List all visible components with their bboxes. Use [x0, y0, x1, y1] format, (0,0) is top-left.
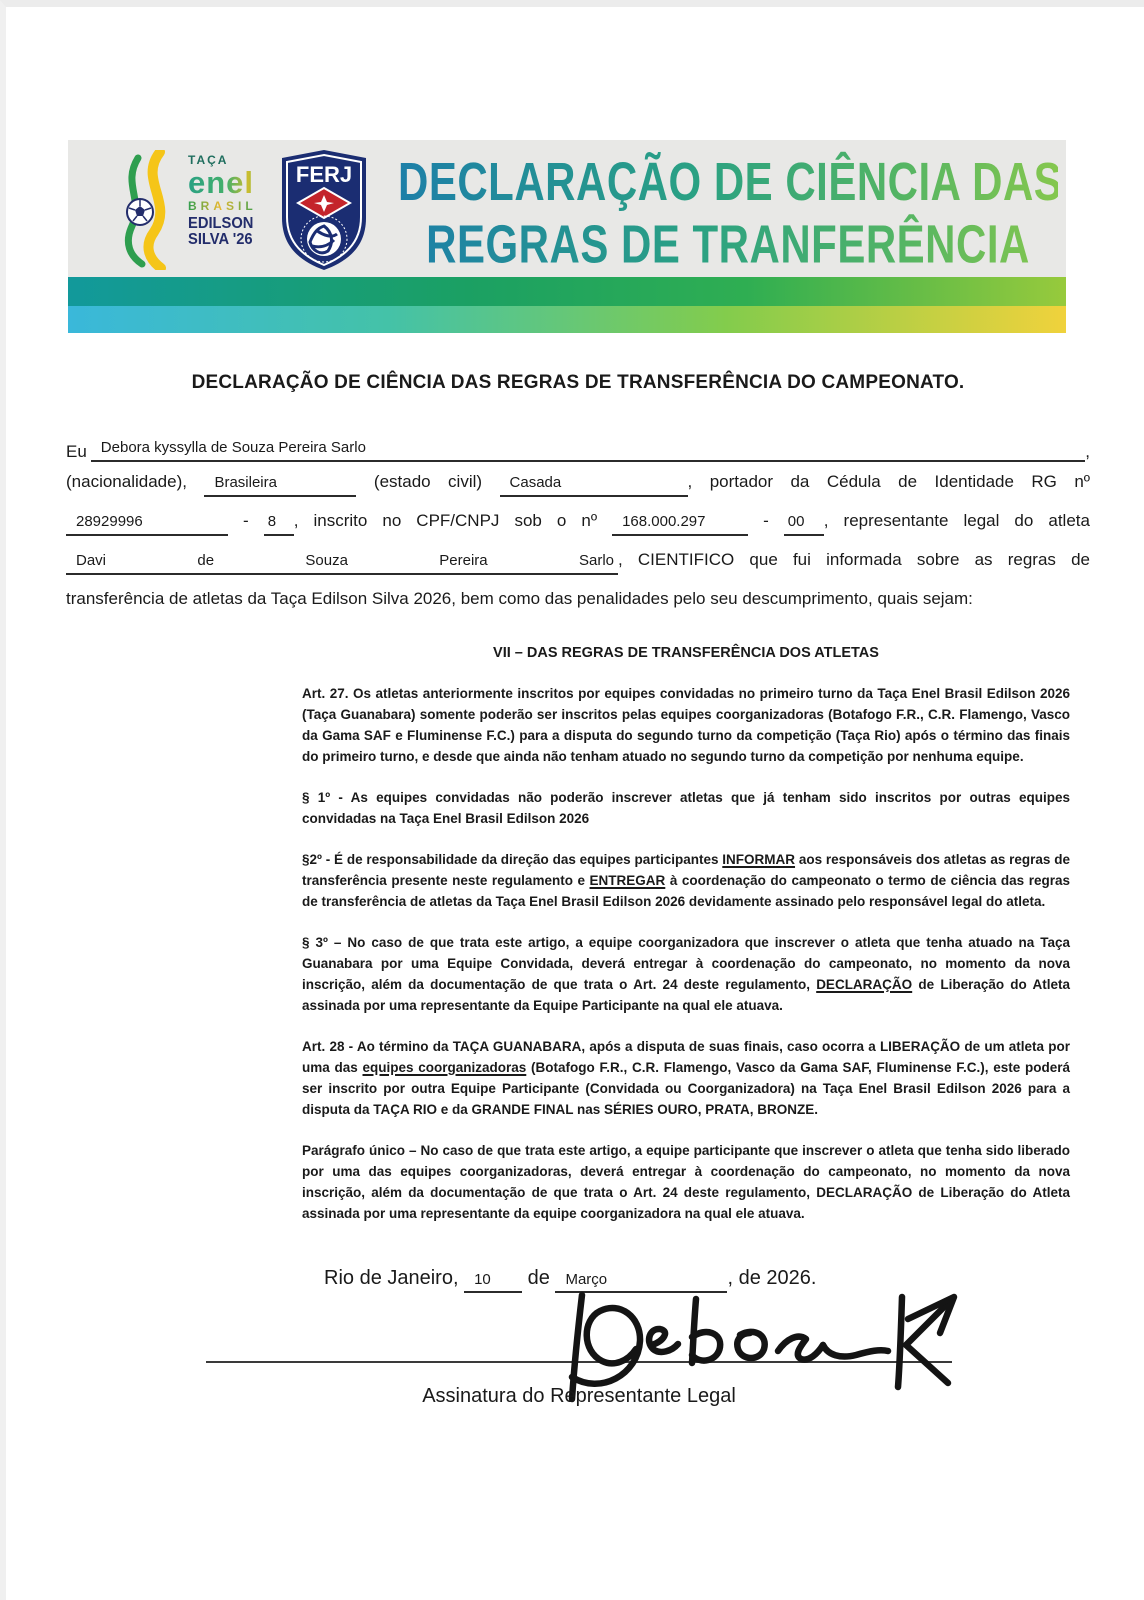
taca-word: TAÇA	[188, 153, 229, 167]
civil-status-label: (estado civil)	[373, 472, 483, 491]
article-paragraph: Parágrafo único – No caso de que trata este artigo, a equipe participante que inscrever o atleta que tenha sido liberado por uma das equipes coorganizadoras, deverá entregar à coordenação do campeonato, no momento da nova inscrição, além da documentação de que trata o Art. 24 deste regulamento, DECLARAÇÃO de Liberação do Atleta assinada por uma representante da equipe coorganizadora na qual ele atuava.	[302, 1143, 1070, 1221]
article-paragraph: §2º - É de responsabilidade da direção das equipes participantes INFORMAR aos responsáveis dos atletas as regras de transferência presente neste regulamento e ENTREGAR à coordenação do campeonato o termo de ciência das regras de transferência de atletas da Taça Enel Brasil Edilson 2026 devidamente assinado pelo responsável legal do atleta.	[302, 852, 1070, 909]
header-band	[68, 140, 1066, 277]
enel-brand-word: enel	[188, 167, 259, 198]
cpf-label: , inscrito no CPF/CNPJ sob o nº	[293, 511, 598, 530]
legal-rep-label: , representante legal do atleta	[823, 511, 1090, 530]
eu-label: Eu	[66, 442, 87, 461]
year-suffix: , de 2026.	[727, 1267, 817, 1289]
name-field: Debora kyssylla de Souza Pereira Sarlo	[91, 437, 1085, 462]
banner-title-line1: DECLARAÇÃO DE CIÊNCIA DAS	[398, 151, 1063, 212]
rg-label: , portador da Cédula de Identidade RG nº	[687, 472, 1091, 491]
articles	[302, 683, 1070, 1244]
article-paragraph: Art. 28 - Ao término da TAÇA GUANABARA, após a disputa de suas finais, caso ocorra a LIBERAÇÃO de um atleta por uma das equipes coorganizadoras (Botafogo F.R., C.R. Flamengo, Vasco da Gama SAF, Fluminense F.C.), este poderá ser inscrito por outra Equipe Participante (Convidada ou Coorganizadora) na Taça Enel Brasil Edilson 2026 para a disputa da TAÇA RIO e da GRANDE FINAL nas SÉRIES OURO, PRATA, BRONZE.	[302, 1039, 1070, 1117]
rg-digit-field: 8	[264, 511, 294, 536]
document-title: DECLARAÇÃO DE CIÊNCIA DAS REGRAS DE TRANSFERÊNCIA DO CAMPEONATO.	[191, 372, 965, 393]
civil-status-field: Casada	[500, 472, 688, 497]
cientifico-text: , CIENTIFICO que fui informada sobre as regras de	[618, 550, 1090, 569]
athlete-name-field: Davi de Souza Pereira Sarlo	[66, 550, 618, 575]
article-paragraph: § 1º - As equipes convidadas não poderão inscrever atletas que já tenham sido inscritos por outras equipes convidadas na Taça Enel Brasil Edilson 2026	[302, 790, 1070, 826]
section-title: VII – DAS REGRAS DE TRANSFERÊNCIA DOS ATLETAS	[493, 645, 879, 661]
rg-dash: -	[243, 511, 249, 530]
cpf-digit-field: 00	[784, 511, 824, 536]
nationality-field: Brasileira	[204, 472, 356, 497]
ferj-text: FERJ	[295, 162, 353, 187]
cpf-dash: -	[763, 511, 769, 530]
city-label: Rio de Janeiro,	[324, 1267, 459, 1289]
intro-line-rg-cpf	[66, 511, 1090, 540]
intro-section	[66, 433, 1090, 628]
brasil-word: BRASIL	[188, 200, 259, 212]
ferj-shield-icon	[276, 148, 372, 272]
edilson-word: EDILSON	[188, 215, 254, 232]
rg-field: 28929996	[66, 511, 228, 536]
intro-line-name	[66, 433, 1090, 462]
intro-line-continuation: transferência de atletas da Taça Edilson Silva 2026, bem como das penalidades pelo seu descumprimento, quais sejam:	[66, 589, 973, 608]
cpf-field: 168.000.297	[612, 511, 748, 536]
intro-line-athlete	[66, 550, 1090, 579]
banner-title	[398, 150, 1063, 275]
nationality-label: (nacionalidade),	[66, 472, 187, 491]
de-label: de	[527, 1267, 550, 1289]
flame-soccerball-icon	[116, 150, 186, 270]
intro-line-nationality	[66, 472, 1090, 501]
month-field: Março	[555, 1270, 727, 1293]
signature-caption: Assinatura do Representante Legal	[422, 1385, 736, 1407]
article-paragraph: § 3º – No caso de que trata este artigo, a equipe coorganizadora que inscrever o atleta que tenha atuado na Taça Guanabara por uma Equipe Convidada, deverá entregar à coordenação do campeonato, no momento da nova inscrição, além da documentação de que trata o Art. 24 deste regulamento, DECLARAÇÃO de Liberação do Atleta assinada por uma representante da Equipe Participante na qual ele atuava.	[302, 935, 1070, 1013]
banner-title-line2: REGRAS DE TRANFERÊNCIA	[426, 214, 1030, 275]
gradient-stripe-bottom	[68, 306, 1066, 333]
comma: ,	[1085, 442, 1090, 461]
silva-word: SILVA '26	[188, 231, 253, 248]
article-paragraph: Art. 27. Os atletas anteriormente inscritos por equipes convidadas no primeiro turno da Taça Enel Brasil Edilson 2026 (Taça Guanabara) somente poderão ser inscritos pelas equipes coorganizadoras (Botafogo F.R., C.R. Flamengo, Vasco da Gama SAF e Fluminense F.C.) para a disputa do segundo turno da competição (Taça Rio) após o término das finais do primeiro turno, e desde que ainda não tenham atuado no segundo turno da competição por nenhuma equipe.	[302, 686, 1070, 764]
gradient-stripe-top	[68, 277, 1066, 306]
day-field: 10	[464, 1270, 522, 1293]
